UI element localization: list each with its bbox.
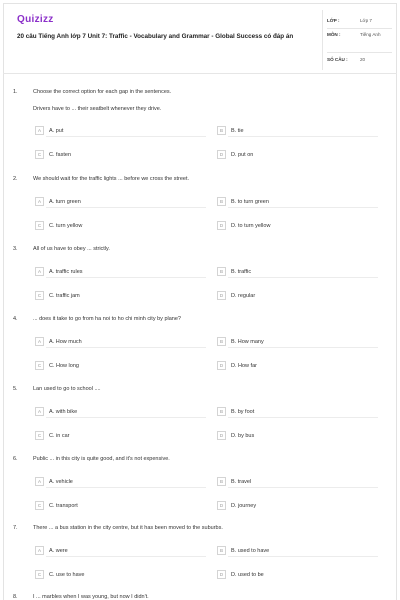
question-text: I ... marbles when I was young, but now I didn't.: [33, 594, 149, 600]
option-text: A. were: [49, 547, 68, 554]
option-b[interactable]: [217, 197, 269, 206]
page-title: 20 câu Tiếng Anh lớp 7 Unit 7: Traffic - Vocabulary and Grammar - Global Success có đáp án: [17, 33, 294, 40]
option-letter-box: C: [35, 361, 44, 370]
option-text: D. journey: [231, 502, 257, 509]
option-letter-box: A: [35, 546, 44, 555]
option-text: C. How long: [49, 362, 79, 369]
option-text: B. How many: [231, 338, 264, 345]
option-b[interactable]: [217, 337, 264, 346]
question-number: 3.: [13, 246, 18, 252]
option-b[interactable]: [217, 477, 251, 486]
option-letter-box: C: [35, 221, 44, 230]
option-underline: [228, 417, 378, 418]
question-text: ... does it take to go from ha noi to ho chi minh city by plane?: [33, 316, 181, 322]
option-text: B. by foot: [231, 408, 255, 415]
option-text: A. vehicle: [49, 478, 73, 485]
option-underline: [228, 556, 378, 557]
meta-count-value: 20: [360, 57, 366, 62]
option-text: A. turn green: [49, 198, 81, 205]
meta-count: [327, 57, 392, 63]
quizizz-logo: Quizizz: [17, 14, 54, 25]
option-d[interactable]: [217, 570, 264, 579]
option-letter-box: D: [217, 291, 226, 300]
option-text: B. to turn green: [231, 198, 269, 205]
meta-grade-label: LỚP :: [327, 18, 340, 23]
option-text: A. How much: [49, 338, 82, 345]
option-d[interactable]: [217, 361, 257, 370]
option-text: D. regular: [231, 292, 256, 299]
question-text: We should wait for the traffic lights ... before we cross the street.: [33, 176, 190, 182]
meta-subject-value: Tiếng Anh: [360, 32, 381, 37]
option-text: A. traffic rules: [49, 268, 83, 275]
question-text: All of us have to obey ... strictly.: [33, 246, 110, 252]
option-text: A. put: [49, 127, 64, 134]
option-letter-box: B: [217, 267, 226, 276]
option-letter-box: B: [217, 126, 226, 135]
question-text: Lan used to go to school ....: [33, 386, 101, 392]
option-underline: [228, 347, 378, 348]
option-letter-box: C: [35, 150, 44, 159]
option-text: D. to turn yellow: [231, 222, 271, 229]
option-letter-box: C: [35, 570, 44, 579]
question-number: 2.: [13, 176, 18, 182]
option-c[interactable]: [35, 221, 82, 230]
header-divider: [3, 73, 397, 74]
meta-separator: [327, 28, 392, 29]
question-text: Public ... in this city is quite good, and it's not expensive.: [33, 456, 170, 462]
question-text: Choose the correct option for each gap in the sentences.: [33, 89, 172, 95]
option-d[interactable]: [217, 221, 270, 230]
option-c[interactable]: [35, 501, 78, 510]
option-d[interactable]: [217, 501, 256, 510]
question-text: There ... a bus station in the city centre, but it has been moved to the suburbs.: [33, 525, 223, 531]
option-a[interactable]: [35, 126, 63, 135]
question-subtext: Drivers have to ... their seatbelt whenever they drive.: [33, 106, 162, 112]
meta-divider: [322, 10, 323, 70]
option-letter-box: A: [35, 267, 44, 276]
option-b[interactable]: [217, 126, 244, 135]
question-number: 5.: [13, 386, 18, 392]
option-d[interactable]: [217, 150, 253, 159]
option-a[interactable]: [35, 267, 83, 276]
option-underline: [46, 417, 206, 418]
option-letter-box: C: [35, 291, 44, 300]
option-underline: [46, 136, 206, 137]
option-d[interactable]: [217, 291, 255, 300]
option-letter-box: C: [35, 431, 44, 440]
option-underline: [46, 277, 206, 278]
meta-subject-label: MÔN :: [327, 32, 341, 37]
option-b[interactable]: [217, 267, 251, 276]
question-number: 7.: [13, 525, 18, 531]
option-c[interactable]: [35, 291, 80, 300]
option-d[interactable]: [217, 431, 254, 440]
option-a[interactable]: [35, 407, 77, 416]
option-text: D. put on: [231, 151, 254, 158]
question-number: 6.: [13, 456, 18, 462]
option-underline: [46, 207, 206, 208]
option-a[interactable]: [35, 197, 81, 206]
option-letter-box: A: [35, 477, 44, 486]
option-letter-box: D: [217, 501, 226, 510]
option-a[interactable]: [35, 477, 73, 486]
option-text: D. used to be: [231, 571, 264, 578]
option-underline: [228, 487, 378, 488]
option-text: B. travel: [231, 478, 252, 485]
option-text: D. by bus: [231, 432, 255, 439]
option-letter-box: A: [35, 126, 44, 135]
option-b[interactable]: [217, 546, 269, 555]
option-text: C. turn yellow: [49, 222, 83, 229]
option-a[interactable]: [35, 546, 68, 555]
option-letter-box: A: [35, 337, 44, 346]
option-c[interactable]: [35, 570, 84, 579]
option-text: B. used to have: [231, 547, 270, 554]
meta-grade: [327, 18, 392, 24]
option-underline: [228, 207, 378, 208]
option-c[interactable]: [35, 150, 71, 159]
question-number: 4.: [13, 316, 18, 322]
option-text: A. with bike: [49, 408, 78, 415]
meta-separator: [327, 52, 392, 53]
option-a[interactable]: [35, 337, 82, 346]
option-c[interactable]: [35, 431, 69, 440]
option-letter-box: D: [217, 570, 226, 579]
option-underline: [228, 277, 378, 278]
meta-subject: [327, 32, 392, 38]
option-letter-box: D: [217, 431, 226, 440]
option-letter-box: B: [217, 546, 226, 555]
option-letter-box: B: [217, 407, 226, 416]
option-letter-box: D: [217, 221, 226, 230]
option-letter-box: B: [217, 477, 226, 486]
option-letter-box: B: [217, 337, 226, 346]
option-letter-box: B: [217, 197, 226, 206]
option-text: D. How far: [231, 362, 257, 369]
option-underline: [46, 347, 206, 348]
option-letter-box: D: [217, 150, 226, 159]
option-letter-box: D: [217, 361, 226, 370]
option-text: B. tie: [231, 127, 244, 134]
option-letter-box: C: [35, 501, 44, 510]
option-text: B. traffic: [231, 268, 252, 275]
question-number: 1.: [13, 89, 18, 95]
option-underline: [46, 556, 206, 557]
meta-grade-value: Lớp 7: [360, 18, 372, 23]
question-number: 8.: [13, 594, 18, 600]
option-text: C. use to have: [49, 571, 85, 578]
option-text: C. transport: [49, 502, 78, 509]
option-text: C. in car: [49, 432, 70, 439]
meta-count-label: SỐ CÂU :: [327, 57, 348, 62]
option-c[interactable]: [35, 361, 79, 370]
option-underline: [46, 487, 206, 488]
option-b[interactable]: [217, 407, 254, 416]
option-text: C. traffic jam: [49, 292, 80, 299]
option-letter-box: A: [35, 197, 44, 206]
option-underline: [228, 136, 378, 137]
option-text: C. fasten: [49, 151, 72, 158]
option-letter-box: A: [35, 407, 44, 416]
